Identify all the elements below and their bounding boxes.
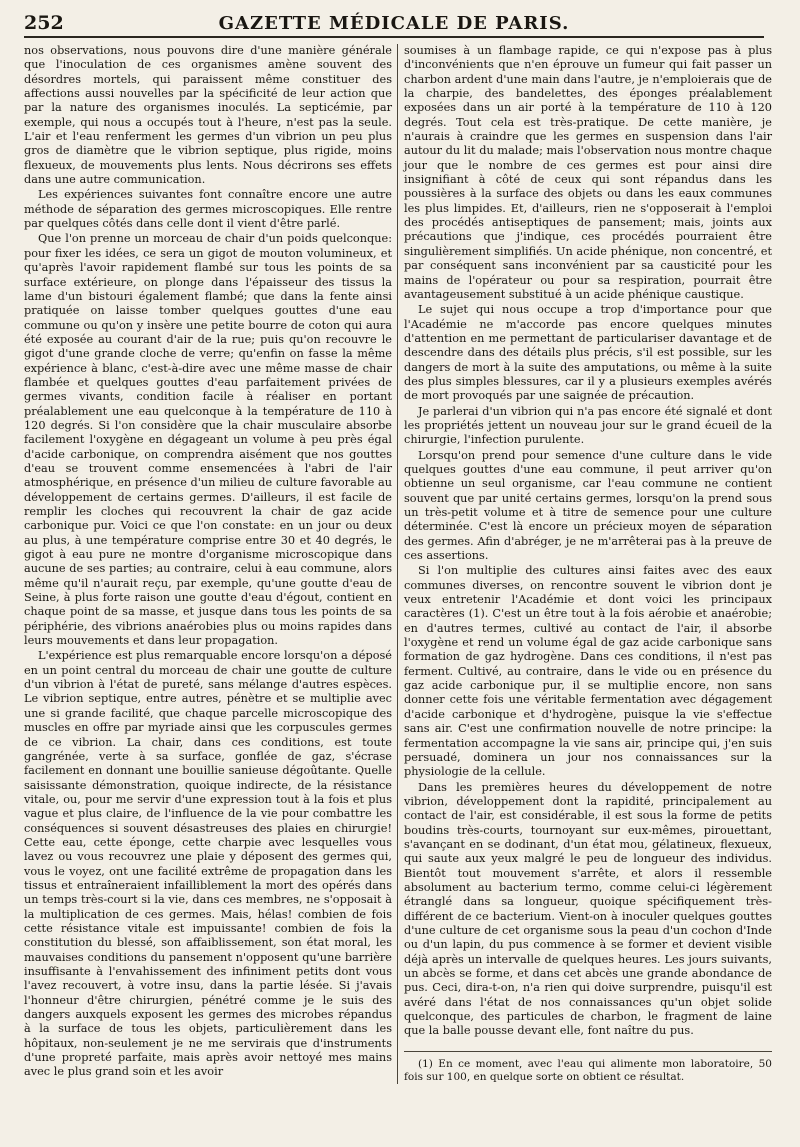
paragraph: Le sujet qui nous occupe a trop d'importance pour que l'Académie ne m'accorde pas encore quelques minutes d'attention en me permettant de particulariser davantage et de descendre dans des détails plus précis, s'il est possible, sur les dangers de mort à la suite des amputations, ou même à la suite des plus simples blessures, car il y a plusieurs exemples avérés de mort provoqués par une saignée de précaution. <box>404 303 772 403</box>
left-column <box>24 44 392 1080</box>
paragraph: Lorsqu'on prend pour semence d'une culture dans le vide quelques gouttes d'une eau commune, il peut arriver qu'on obtienne un seul organisme, car l'eau commune ne contient souvent que par unité certains germes, lorsqu'on la prend sous un très-petit volume et à titre de semence pour une culture déterminée. C'est là encore un précieux moyen de séparation des germes. Afin d'abréger, je ne m'arrêterai pas à la preuve de ces assertions. <box>404 448 772 563</box>
paragraph: Dans les premières heures du développement de notre vibrion, développement dont la rapidité, principalement au contact de l'air, est considérable, il est sous la forme de petits boudins très-courts, tournoyant sur eux-mêmes, pirouettant, s'avançant en se dodinant, d'un état mou, gélatineux, flexueux, qui saute aux yeux malgré le peu de longueur des individus. Bientôt tout mouvement s'arrête, et alors il ressemble absolument au bacterium termo, comme celui-ci légèrement étranglé dans sa longueur, quoique spécifiquement très-différent de ce bacterium. Vient-on à inoculer quelques gouttes d'une culture de cet organisme sous la peau d'un cochon d'Inde ou d'un lapin, du pus commence à se former et devient visible déjà après un intervalle de quelques heures. Les jours suivants, un abcès se forme, et dans cet abcès une grande abondance de pus. Ceci, dira-t-on, n'a rien qui doive surprendre, puisqu'il est avéré dans l'état de nos connaissances qu'un objet solide quelconque, des particules de charbon, le fragment de laine que la balle pousse devant elle, font naître du pus. <box>404 780 772 1038</box>
footnote: (1) En ce moment, avec l'eau qui alimente mon laboratoire, 50 fois sur 100, en quelque sorte on obtient ce résultat. <box>404 1057 772 1083</box>
paragraph: L'expérience est plus remarquable encore lorsqu'on a déposé en un point central du morceau de chair une goutte de culture d'un vibrion à l'état de pureté, sans mélange d'autres espèces. Le vibrion septique, entre autres, pénètre et se multiplie avec une si grande facilité, que chaque parcelle microscopique des muscles en offre par myriade ainsi que les corpuscules germes de ce vibrion. La chair, dans ces conditions, est toute gangrénée, verte à sa surface, gonflée de gaz, s'écrase facilement en donnant une bouillie sanieuse dégoûtante. Quelle saisissante démonstration, quoique indirecte, de la résistance vitale, ou, pour me servir d'une expression tout à la fois et plus vague et plus claire, de l'influence de la vie pour combattre les conséquences si souvent désastreuses des plaies en chirurgie! Cette eau, cette éponge, cette charpie avec lesquelles vous lavez ou vous recouvrez une plaie y déposent des germes qui, vous le voyez, ont une facilité extrême de propagation dans les tissus et entraîneraient infailliblement la mort des opérés dans un temps très-court si la vie, dans ces membres, ne s'opposait à la multiplication de ces germes. Mais, hélas! combien de fois cette résistance vitale est impuissante! combien de fois la constitution du blessé, son affaiblissement, son état moral, les mauvaises conditions du pansement n'opposent qu'une barrière insuffisante à l'envahissement des infiniment petits dont vous l'avez recouvert, à votre insu, dans la partie lésée. Si j'avais l'honneur d'être chirurgien, pénétré comme je le suis des dangers auxquels exposent les germes des microbes répandus à la surface de tous les objets, particulièrement dans les hôpitaux, non-seulement je ne me servirais que d'instruments d'une propreté parfaite, mais après avoir nettoyé mes mains avec le plus grand soin et les avoir <box>24 649 392 1079</box>
column-divider <box>397 44 398 1084</box>
running-title: GAZETTE MÉDICALE DE PARIS. <box>218 13 570 34</box>
footnote-rule <box>404 1051 772 1052</box>
paragraph: soumises à un flambage rapide, ce qui n'expose pas à plus d'inconvénients que n'en éprouve un fumeur qui fait passer un charbon ardent d'une main dans l'autre, je n'emploierais que de la charpie, des bandelettes, des éponges préalablement exposées dans un air porté à la température de 110 à 120 degrés. Tout cela est très-pratique. De cette manière, je n'aurais à craindre que les germes en suspension dans l'air autour du lit du malade; mais l'observation nous montre chaque jour que le nombre de ces germes est pour ainsi dire insignifiant à côté de ceux qui sont répandus dans les poussières à la surface des objets ou dans les eaux communes les plus limpides. Et, d'ailleurs, rien ne s'opposerait à l'emploi des procédés antiseptiques de pansement; mais, joints aux précautions que j'indique, ces procédés pourraient être singulièrement simplifiés. Un acide phénique, non concentré, et par conséquent sans inconvénient par sa causticité pour les mains de l'opérateur ou pour sa respiration, pourrait être avantageusement substitué à un acide phénique caustique. <box>404 44 772 301</box>
paragraph: nos observations, nous pouvons dire d'une manière générale que l'inoculation de ces organismes amène souvent des désordres mortels, qui paraissent même constituer des affections aussi nouvelles par la spécificité de leur action que par la nature des organismes inoculés. La septicémie, par exemple, qui nous a occupés tout à l'heure, n'est pas la seule. L'air et l'eau renferment les germes d'un vibrion un peu plus gros de diamètre que le vibrion septique, plus rigide, moins flexueux, de mouvements plus lents. Nous décrirons ses effets dans une autre communication. <box>24 44 392 187</box>
paragraph: Que l'on prenne un morceau de chair d'un poids quelconque: pour fixer les idées, ce sera un gigot de mouton volumineux, et qu'après l'avoir rapidement flambé sur tous les points de sa surface extérieure, on plonge dans l'épaisseur des tissus la lame d'un bistouri également flambé; que dans la fente ainsi pratiquée on laisse tomber quelques gouttes d'une eau commune ou qu'on y insère une petite bourre de coton qui aura été exposée au courant d'air de la rue; puis qu'on recouvre le gigot d'une grande cloche de verre; qu'enfin on fasse la même expérience à blanc, c'est-à-dire avec une même masse de chair flambée et quelques gouttes d'eau parfaitement privées de germes vivants, condition facile à réaliser en portant préalablement une eau quelconque à la température de 110 à 120 degrés. Si l'on considère que la chair musculaire absorbe facilement l'oxygène en dégageant un volume à peu près égal d'acide carbonique, on comprendra aisément que nos gouttes d'eau se trouvent comme ensemencées à l'abri de l'air atmosphérique, en présence d'un milieu de culture favorable au développement de certains germes. D'ailleurs, il est facile de remplir les cloches qui recouvrent la chair de gaz acide carbonique pur. Voici ce que l'on constate: en un jour ou deux au plus, à une température comprise entre 30 et 40 degrés, le gigot à eau pure ne montre d'organisme microscopique dans aucune de ses parties; au contraire, celui à eau commune, alors même qu'il n'aurait reçu, par exemple, qu'une goutte d'eau de Seine, à plus forte raison une goutte d'eau d'égout, contient en chaque point de sa masse, et jusque dans tous les points de sa périphérie, des vibrions anaérobies plus ou moins rapides dans leurs mouvements et dans leur propagation. <box>24 232 392 648</box>
right-column <box>404 44 772 1084</box>
paragraph: Les expériences suivantes font connaître encore une autre méthode de séparation des germes microscopiques. Elle rentre par quelques côtés dans celle dont il vient d'être parlé. <box>24 188 392 231</box>
paragraph: Si l'on multiplie des cultures ainsi faites avec des eaux communes diverses, on rencontre souvent le vibrion dont je veux entretenir l'Académie et dont voici les principaux caractères (1). C'est un être tout à la fois aérobie et anaérobie; en d'autres termes, cultivé au contact de l'air, il absorbe l'oxygène et rend un volume égal de gaz acide carbonique sans formation de gaz hydrogène. Dans ces conditions, il n'est pas ferment. Cultivé, au contraire, dans le vide ou en présence du gaz acide carbonique pur, il se multiplie encore, non sans donner cette fois une véritable fermentation avec dégagement d'acide carbonique et d'hydrogène, puisque la vie s'effectue sans air. C'est une confirmation nouvelle de notre principe: la fermentation accompagne la vie sans air, principe qui, j'en suis persuadé, dominera un jour nos connaissances sur la physiologie de la cellule. <box>404 564 772 779</box>
page-header <box>24 8 764 38</box>
page-number: 252 <box>24 12 64 34</box>
paragraph: Je parlerai d'un vibrion qui n'a pas encore été signalé et dont les propriétés jettent un nouveau jour sur le grand écueil de la chirurgie, l'infection purulente. <box>404 404 772 447</box>
